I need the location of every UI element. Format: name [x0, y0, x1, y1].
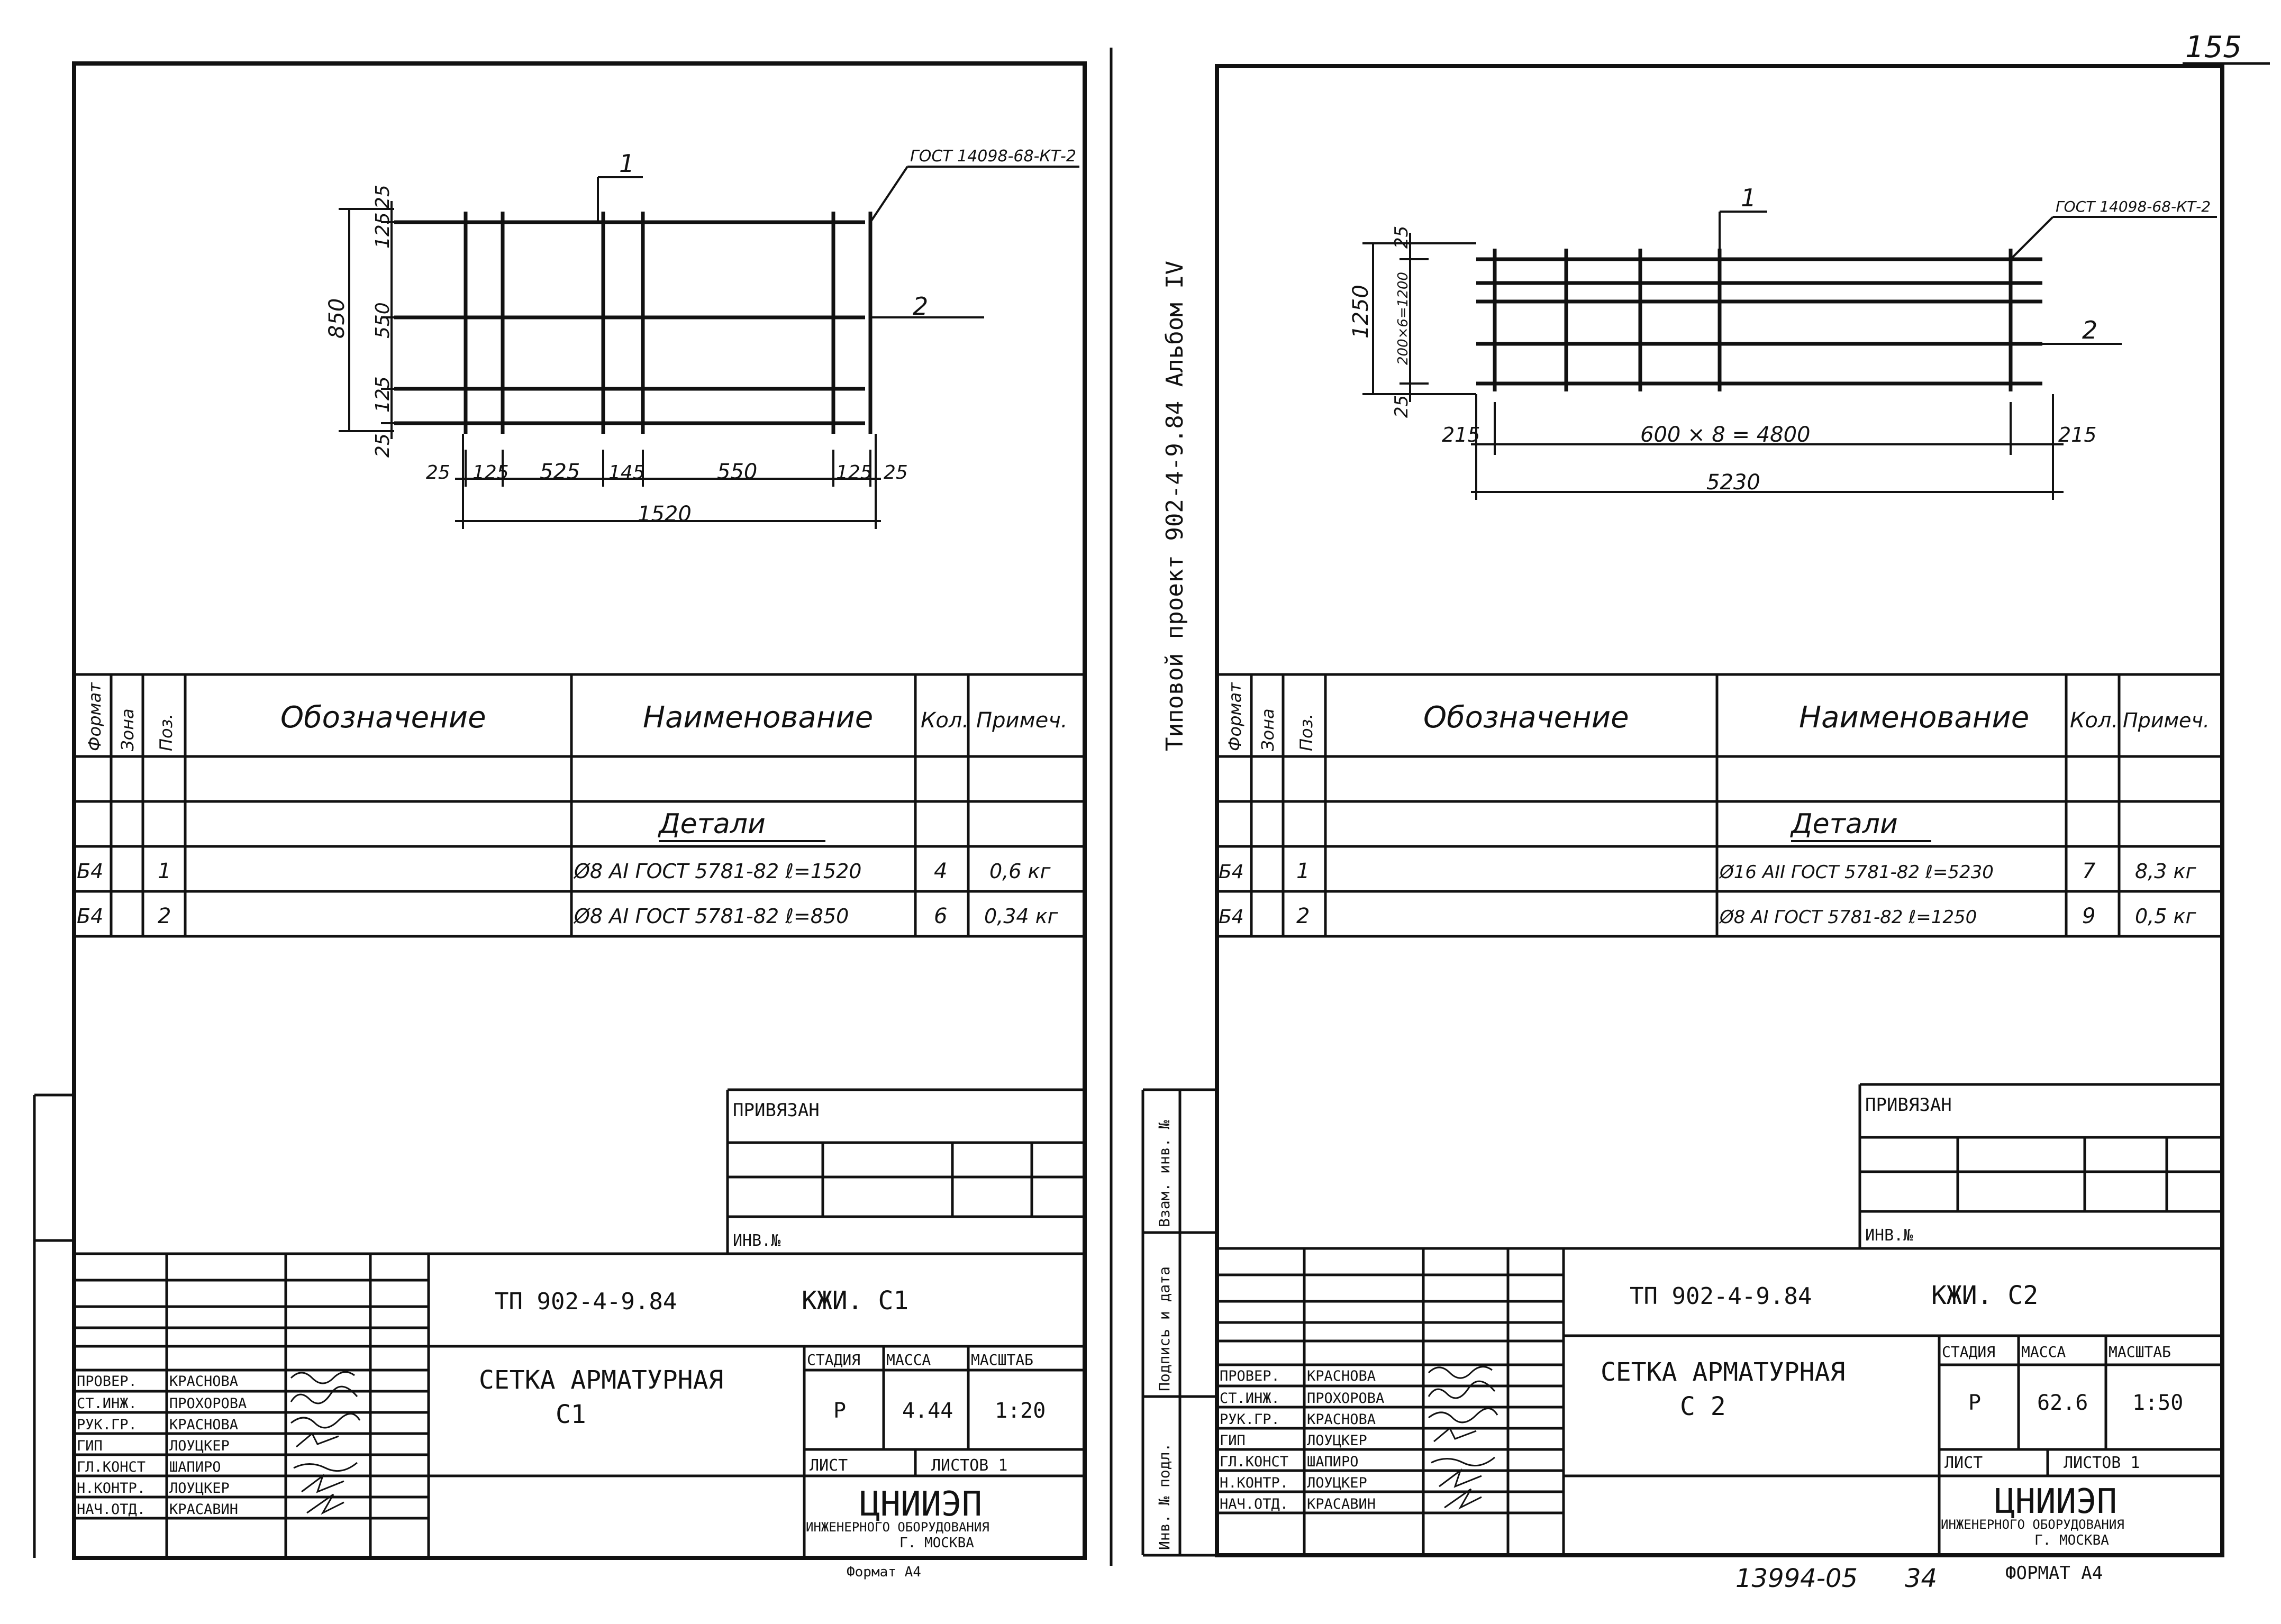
hdr-qty-right: Кол.	[2070, 708, 2119, 733]
hdr-format-left: Формат	[85, 682, 105, 751]
hdr-qty-left: Кол.	[921, 708, 969, 733]
sheets-label-right: ЛИСТОВ 1	[2064, 1454, 2140, 1472]
row1-format-left: Б4	[77, 860, 104, 883]
dim-v-total-right: 1250	[1349, 285, 1373, 339]
row1-qty-right: 7	[2082, 859, 2096, 883]
signatures-left	[291, 1372, 360, 1513]
binding-label-right: ПРИВЯЗАН	[1865, 1094, 1952, 1116]
title-line1-right: СЕТКА АРМАТУРНАЯ	[1601, 1357, 1846, 1387]
name-4-left: ШАПИРО	[169, 1459, 221, 1475]
dim-h-1-left: 125	[472, 462, 509, 483]
project-code-right: ТП 902-4-9.84	[1630, 1283, 1812, 1310]
dim-h-2-left: 525	[540, 460, 580, 484]
row2-name-left: Ø8 АI ГОСТ 5781-82 ℓ=850	[574, 905, 849, 928]
scale-left: 1:20	[995, 1399, 1046, 1423]
role-3-right: ГИП	[1220, 1433, 1246, 1449]
row1-format-right: Б4	[1219, 861, 1244, 883]
name-6-right: КРАСАВИН	[1307, 1496, 1376, 1512]
sheets-label-left: ЛИСТОВ 1	[931, 1456, 1008, 1475]
role-5-left: Н.КОНТР.	[77, 1480, 146, 1497]
title-line1-left: СЕТКА АРМАТУРНАЯ	[479, 1365, 724, 1395]
callout-1-right: 1	[1741, 184, 1757, 212]
dim-h-0-right: 215	[1442, 423, 1480, 446]
row2-note-left: 0,34 кг	[984, 905, 1058, 928]
sidebar-label-replace: Взам. инв. №	[1156, 1120, 1173, 1227]
dim-h-6-left: 25	[884, 462, 908, 483]
row2-note-right: 0,5 кг	[2135, 905, 2196, 928]
hdr-format-right: Формат	[1225, 682, 1245, 751]
role-2-right: РУК.ГР.	[1220, 1411, 1280, 1428]
name-6-left: КРАСАВИН	[169, 1501, 239, 1518]
org-sub1-right: ИНЖЕНЕРНОГО ОБОРУДОВАНИЯ	[1941, 1517, 2124, 1532]
section-details-right: Детали	[1791, 808, 1898, 840]
role-0-right: ПРОВЕР.	[1220, 1368, 1280, 1384]
dim-h-0-left: 25	[426, 462, 450, 483]
row2-format-left: Б4	[77, 905, 104, 928]
dim-total-left: 1520	[638, 502, 692, 526]
hdr-zone-left: Зона	[117, 708, 138, 751]
hdr-name-right: Наименование	[1799, 700, 2030, 735]
row2-pos-right: 2	[1296, 904, 1310, 928]
callout-2-right: 2	[2082, 316, 2098, 344]
role-1-right: СТ.ИНЖ.	[1220, 1390, 1280, 1407]
row1-qty-left: 4	[934, 859, 948, 883]
dim-h-4-left: 550	[717, 460, 758, 484]
gost-ref-right: ГОСТ 14098-68-КТ-2	[2056, 198, 2211, 215]
sheet-label-left: ЛИСТ	[810, 1456, 848, 1475]
row1-note-right: 8,3 кг	[2135, 860, 2196, 883]
dim-v-b-left: 125	[372, 376, 394, 413]
footer-format: ФОРМАТ А4	[2005, 1563, 2103, 1584]
stage-label-left: СТАДИЯ	[807, 1351, 861, 1368]
dim-v-top-left: 25	[372, 185, 394, 209]
role-6-right: НАЧ.ОТД.	[1220, 1496, 1289, 1512]
title-line2-left: С1	[556, 1400, 586, 1429]
hdr-designation-left: Обозначение	[280, 700, 486, 735]
name-3-right: ЛОУЦКЕР	[1307, 1433, 1367, 1449]
sheet-frame	[74, 63, 1085, 1558]
dim-v-mid-left: 550	[372, 302, 394, 339]
org-sub1-left: ИНЖЕНЕРНОГО ОБОРУДОВАНИЯ	[806, 1520, 989, 1535]
name-1-left: ПРОХОРОВА	[169, 1395, 247, 1412]
hdr-name-left: Наименование	[643, 700, 874, 735]
dim-h-5-left: 125	[836, 462, 873, 483]
org-name-left: ЦНИИЭП	[860, 1485, 983, 1524]
role-1-left: СТ.ИНЖ.	[77, 1395, 137, 1412]
binding-label-left: ПРИВЯЗАН	[733, 1100, 820, 1121]
mark-left: КЖИ. С1	[802, 1286, 909, 1316]
hdr-note-right: Примеч.	[2123, 709, 2210, 732]
row1-note-left: 0,6 кг	[989, 860, 1051, 883]
mesh-drawing-c2	[1476, 249, 2042, 391]
scale-label-left: МАСШТАБ	[971, 1351, 1034, 1368]
page-number: 155	[2185, 30, 2242, 65]
stage-right: Р	[1968, 1391, 1982, 1415]
dim-v-mid-right: 200×6=1200	[1395, 272, 1411, 365]
footer-number: 13994-05	[1735, 1564, 1858, 1593]
callout-1-left: 1	[619, 149, 635, 178]
signatures-right	[1429, 1367, 1497, 1508]
mass-left: 4.44	[902, 1399, 953, 1423]
name-4-right: ШАПИРО	[1307, 1454, 1359, 1470]
dim-total-right: 5230	[1706, 470, 1760, 495]
name-2-left: КРАСНОВА	[169, 1417, 239, 1433]
binding-inv-left: ИНВ.№	[733, 1231, 781, 1250]
dim-v-bot-right: 25	[1391, 395, 1412, 418]
role-0-left: ПРОВЕР.	[77, 1373, 137, 1390]
mass-right: 62.6	[2037, 1391, 2088, 1415]
project-code-left: ТП 902-4-9.84	[495, 1288, 677, 1315]
dim-v-total-left: 850	[325, 298, 349, 339]
org-name-right: ЦНИИЭП	[1995, 1482, 2118, 1521]
hdr-designation-right: Обозначение	[1423, 700, 1629, 735]
name-1-right: ПРОХОРОВА	[1307, 1390, 1385, 1407]
org-sub2-right: Г. МОСКВА	[2034, 1532, 2109, 1548]
name-3-left: ЛОУЦКЕР	[169, 1438, 230, 1454]
sidebar-label-inv: Инв. № подл.	[1156, 1443, 1173, 1550]
dim-v-top-right: 25	[1391, 225, 1412, 249]
title-line2-right: С 2	[1680, 1392, 1726, 1421]
sheet-left	[34, 63, 1085, 1580]
org-sub2-left: Г. МОСКВА	[899, 1535, 974, 1551]
hdr-zone-right: Зона	[1258, 708, 1278, 751]
stage-label-right: СТАДИЯ	[1942, 1343, 1996, 1361]
sidebar-label-sign: Подпись и дата	[1156, 1266, 1173, 1391]
binding-inv-right: ИНВ.№	[1865, 1226, 1913, 1245]
hdr-note-left: Примеч.	[976, 708, 1068, 733]
section-details-left: Детали	[659, 808, 766, 840]
name-0-right: КРАСНОВА	[1307, 1368, 1376, 1384]
row1-name-left: Ø8 АI ГОСТ 5781-82 ℓ=1520	[574, 860, 862, 883]
hdr-pos-left: Поз.	[156, 714, 176, 751]
role-3-left: ГИП	[77, 1438, 103, 1454]
dim-v-a-left: 125	[372, 212, 394, 249]
scale-label-right: МАСШТАБ	[2109, 1343, 2171, 1361]
stage-left: Р	[833, 1399, 847, 1423]
row2-pos-left: 2	[158, 904, 171, 928]
sheet-right	[1143, 66, 2222, 1593]
name-5-right: ЛОУЦКЕР	[1307, 1475, 1367, 1491]
row2-qty-left: 6	[934, 904, 948, 928]
role-6-left: НАЧ.ОТД.	[77, 1501, 146, 1518]
left-footer-format: Формат А4	[847, 1564, 921, 1580]
mass-label-left: МАССА	[886, 1351, 931, 1368]
row2-format-right: Б4	[1219, 906, 1244, 928]
dim-h-2-right: 215	[2058, 423, 2097, 446]
mass-label-right: МАССА	[2021, 1343, 2066, 1361]
spine-text: Типовой проект 902-4-9.84 Альбом IV	[1161, 260, 1188, 751]
role-4-left: ГЛ.КОНСТ	[77, 1459, 146, 1475]
role-2-left: РУК.ГР.	[77, 1417, 137, 1433]
name-0-left: КРАСНОВА	[169, 1373, 239, 1390]
callout-2-left: 2	[913, 292, 929, 321]
row2-name-right: Ø8 АI ГОСТ 5781-82 ℓ=1250	[1720, 907, 1977, 928]
row1-pos-right: 1	[1296, 859, 1310, 883]
name-5-left: ЛОУЦКЕР	[169, 1480, 230, 1497]
row1-pos-left: 1	[158, 859, 171, 883]
sheet-label-right: ЛИСТ	[1944, 1454, 1983, 1472]
dim-h-1-right: 600 × 8 = 4800	[1640, 423, 1811, 447]
mesh-drawing-c1	[394, 212, 870, 434]
role-4-right: ГЛ.КОНСТ	[1220, 1454, 1289, 1470]
dim-h-3-left: 145	[608, 462, 645, 483]
role-5-right: Н.КОНТР.	[1220, 1475, 1289, 1491]
scale-right: 1:50	[2132, 1391, 2184, 1415]
row1-name-right: Ø16 АII ГОСТ 5781-82 ℓ=5230	[1720, 862, 1994, 883]
row2-qty-right: 9	[2082, 904, 2096, 928]
footer-sheet: 34	[1905, 1564, 1938, 1593]
hdr-pos-right: Поз.	[1296, 714, 1316, 751]
gost-ref-left: ГОСТ 14098-68-КТ-2	[910, 147, 1076, 166]
name-2-right: КРАСНОВА	[1307, 1411, 1376, 1428]
mark-right: КЖИ. С2	[1931, 1281, 2039, 1310]
dim-v-bot-left: 25	[372, 433, 394, 458]
